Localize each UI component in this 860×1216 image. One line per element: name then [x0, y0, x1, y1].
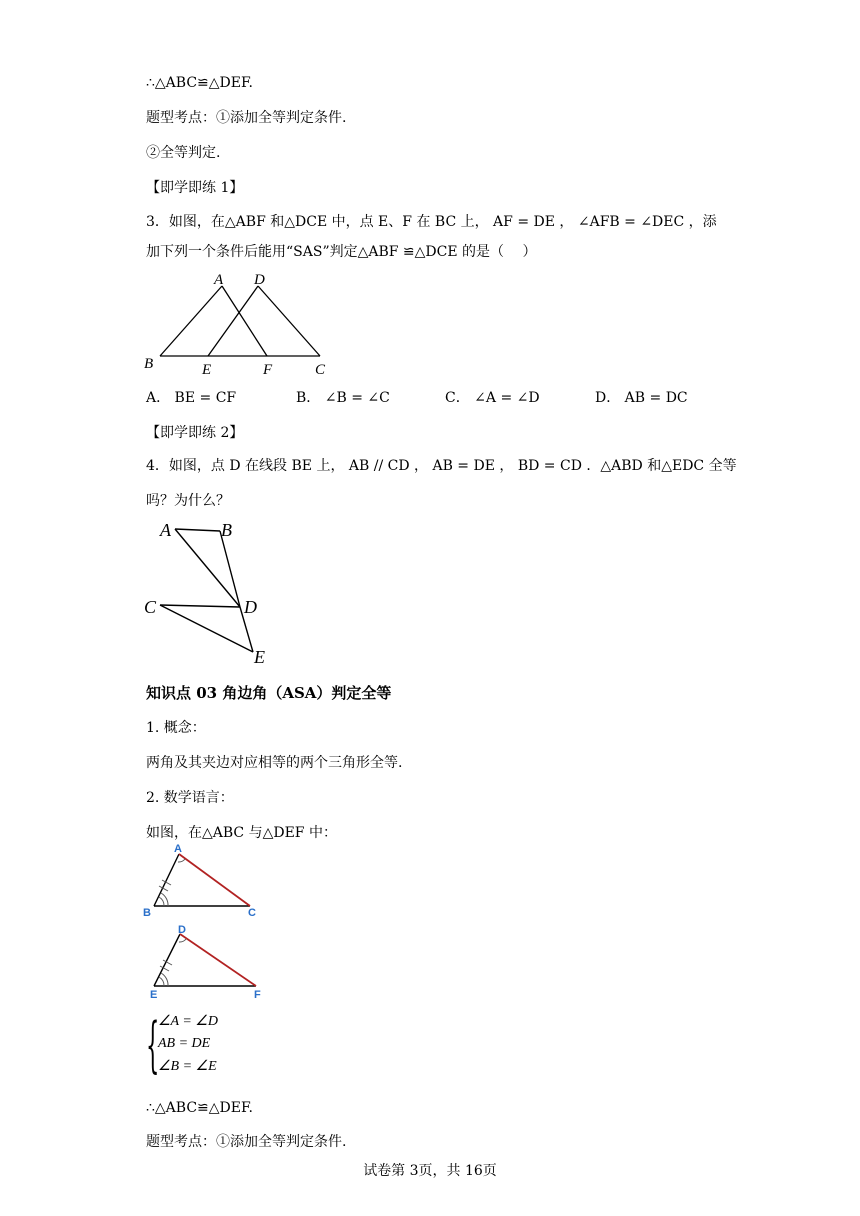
triangle-abc-figure: [140, 840, 270, 920]
fig4-label-e: E: [150, 989, 158, 1001]
question-3-line-1: 3．如图，在△ABF 和△DCE 中，点 E、F 在 BC 上， AF = DE ， ∠AFB = ∠DEC ，添: [146, 214, 717, 230]
question-3-figure: [140, 268, 340, 380]
fig3-label-b: B: [143, 907, 151, 919]
topic-point-line-2: ②全等判定.: [146, 145, 221, 161]
option-b: B． ∠B = ∠C: [296, 390, 390, 406]
question-4-figure: [140, 515, 280, 670]
fig4-label-d: D: [178, 924, 186, 936]
conclusion-line-2: ∴△ABC≌△DEF.: [146, 1100, 253, 1116]
fig2-label-c: C: [144, 597, 157, 617]
fig2-label-a: A: [160, 520, 171, 540]
condition-angle-a-d: ∠A = ∠D: [158, 1014, 218, 1029]
left-brace: {: [146, 1010, 160, 1080]
option-c: C． ∠A = ∠D: [445, 390, 540, 406]
option-a: A． BE = CF: [146, 390, 237, 406]
math-language-label: 2. 数学语言：: [146, 790, 234, 806]
fig1-label-f: F: [263, 362, 273, 378]
condition-ab-de: AB = DE: [158, 1036, 211, 1051]
triangle-def-figure: [140, 920, 270, 1002]
practice-heading-1: 【即学即练 1】: [146, 180, 244, 196]
topic-point-line-1: 题型考点：①添加全等判定条件.: [146, 110, 347, 126]
question-4-line-2: 吗？为什么？: [146, 493, 230, 509]
fig1-label-b: B: [144, 356, 154, 372]
fig1-label-a: A: [214, 272, 224, 288]
conclusion-line-1: ∴△ABC≌△DEF.: [146, 75, 253, 91]
question-3-line-2: 加下列一个条件后能用“SAS”判定△ABF ≌△DCE 的是（ ）: [146, 244, 537, 260]
fig3-label-c: C: [248, 907, 256, 919]
condition-angle-b-e: ∠B = ∠E: [158, 1059, 217, 1074]
page-footer: 试卷第 3页，共 16页: [363, 1163, 497, 1179]
fig2-label-d: D: [244, 597, 257, 617]
knowledge-point-heading: 知识点 03 角边角（ASA）判定全等: [146, 684, 392, 702]
fig1-label-c: C: [315, 362, 326, 378]
practice-heading-2: 【即学即练 2】: [146, 425, 244, 441]
fig1-label-d: D: [254, 272, 265, 288]
option-d: D． AB = DC: [595, 390, 688, 406]
fig1-label-e: E: [202, 362, 212, 378]
topic-point-line-3: 题型考点：①添加全等判定条件.: [146, 1134, 347, 1150]
fig3-label-a: A: [174, 843, 182, 855]
fig2-label-b: B: [221, 520, 232, 540]
concept-label: 1. 概念：: [146, 720, 206, 736]
fig2-label-e: E: [254, 647, 265, 667]
question-4-line-1: 4．如图，点 D 在线段 BE 上， AB // CD ， AB = DE ， BD = CD ．△ABD 和△EDC 全等: [146, 458, 737, 474]
fig4-label-f: F: [254, 989, 261, 1001]
concept-text: 两角及其夹边对应相等的两个三角形全等.: [146, 755, 403, 771]
figure-intro: 如图，在△ABC 与△DEF 中：: [146, 825, 337, 841]
equation-system: [146, 1010, 266, 1082]
